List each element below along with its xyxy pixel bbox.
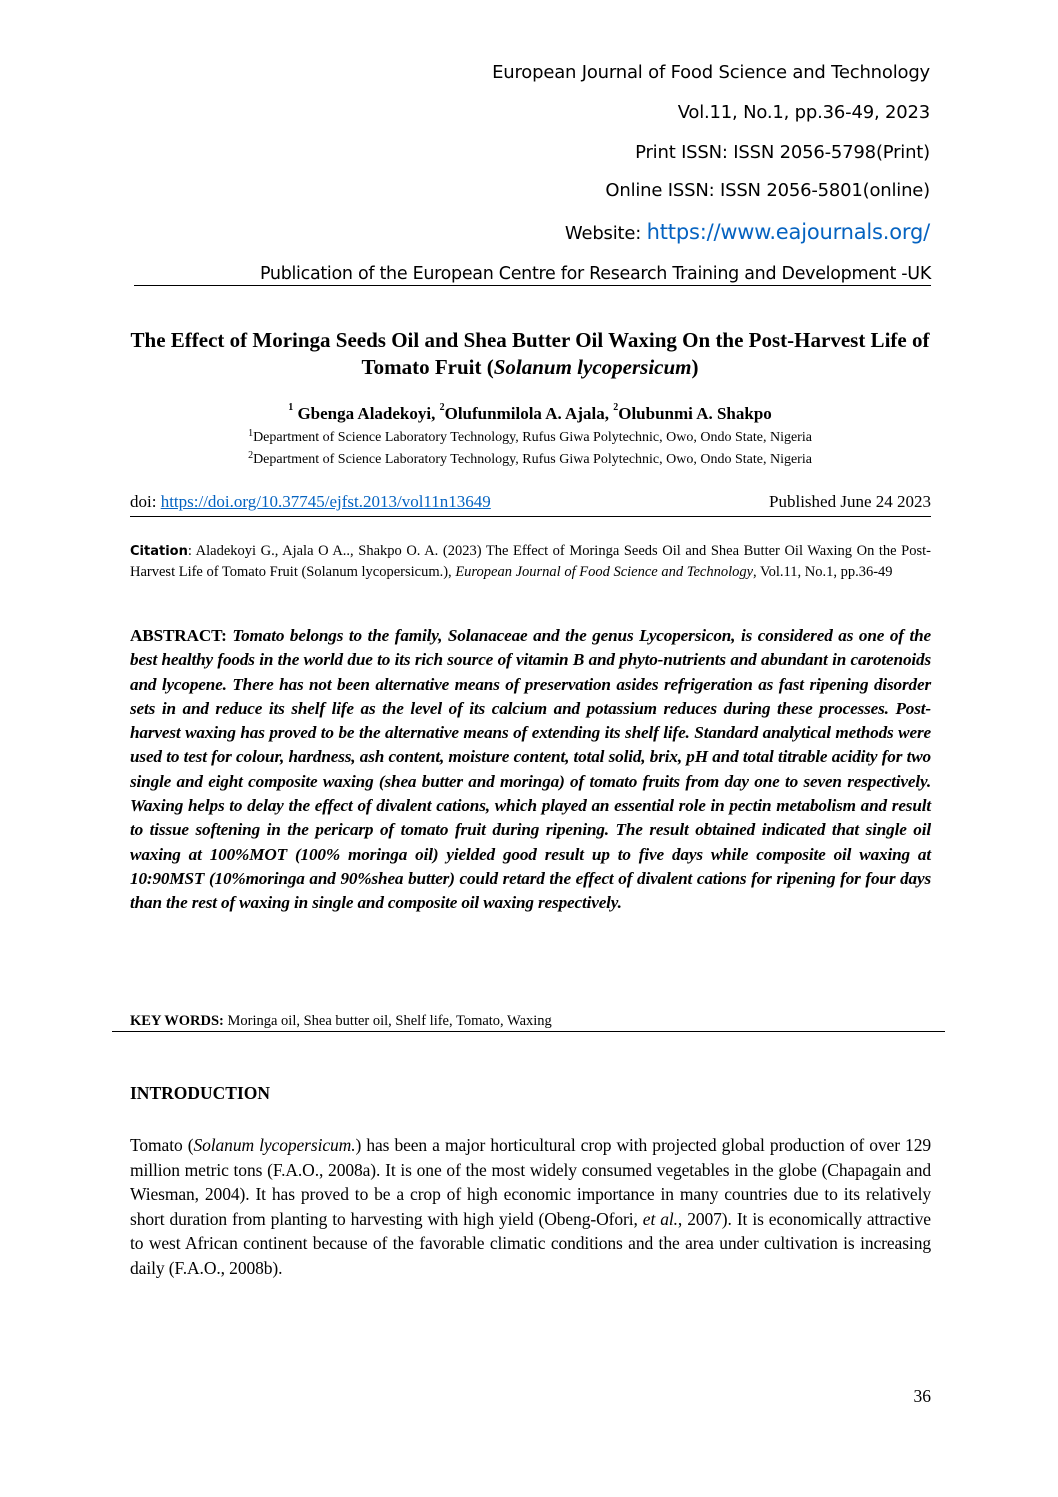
page-number: 36 (913, 1386, 931, 1406)
divider (112, 1031, 945, 1032)
section-heading: INTRODUCTION (130, 1083, 271, 1103)
website-label: Website: (564, 223, 647, 244)
journal-name: European Journal of Food Science and Technology (492, 62, 930, 83)
divider (130, 516, 931, 517)
website-link[interactable]: https://www.eajournals.org/ (646, 220, 930, 244)
author-1: Gbenga Aladekoyi, (293, 404, 440, 423)
intro-paragraph: Tomato (Solanum lycopersicum.) has been a major horticultural crop with projected global production of over 129 million metric tons (F.A.O., 2008a). It is one of the most widely consumed vegetables in the globe (Chapagain and Wiesman, 2004). It has proved to be a crop of high economic importance in many countries due to its relatively short duration from planting to harvesting with high yield (Obeng-Ofori, et al., 2007). It is economically attractive to west African continent because of the favorable climatic conditions and the area under cultivation is increasing daily (F.A.O., 2008b). (130, 1135, 931, 1278)
abstract (130, 624, 931, 916)
author-2: Olufunmilola A. Ajala, (444, 404, 614, 423)
affiliation-1: $^1$Department of Science Laboratory Technology, Rufus Giwa Polytechnic, Owo, Ondo State, Nigeria (248, 428, 812, 445)
published-date: Published June 24 2023 (769, 492, 931, 511)
author-3: Olubunmi A. Shakpo (618, 404, 772, 423)
title-species: Solanum lycopersicum (493, 355, 692, 379)
paper-title: The Effect of Moringa Seeds Oil and Shea Butter Oil Waxing On the Post-Harvest Life of Tomato Fruit (Solanum lycopersicum) (130, 328, 930, 379)
doi-label: doi: (130, 492, 161, 511)
keywords-label: KEY WORDS: (130, 1013, 224, 1029)
doi-row (130, 492, 931, 512)
citation: Citation: Aladekoyi G., Ajala O A.., Shakpo O. A. (2023) The Effect of Moringa Seeds Oil and Shea Butter Oil Waxing On the Post-Harvest Life of Tomato Fruit (Solanum lycopersicum.), European Journal of Food Science and Technology, Vol.11, No.1, pp.36-49 (130, 543, 931, 580)
author-list: $^1$ Gbenga Aladekoyi, $^2$Olufunmilola A. Ajala, $^2$Olubunmi A. Shakpo (288, 402, 772, 423)
website-line (565, 220, 930, 244)
citation-label: Citation (130, 544, 188, 559)
keywords (130, 1013, 931, 1030)
volume-info: Vol.11, No.1, pp.36-49, 2023 (677, 102, 930, 123)
doi-link[interactable]: https://doi.org/10.37745/ejfst.2013/vol11n13649 (160, 492, 491, 511)
publisher-line: Publication of the European Centre for Research Training and Development -UK (134, 264, 931, 286)
abstract-text: Tomato belongs to the family, Solanaceae and the genus Lycopersicon, is considered as one of the best healthy foods in the world due to its rich source of vitamin B and phyto-nutrients and abundant in carotenoids and lycopene. There has not been alternative means of preservation asides refrigeration as fast ripening disorder sets in and reduce its shelf life as the level of its calcium and potassium reduces during these processes. Post-harvest waxing has proved to be the alternative means of extending its shelf life. Standard analytical methods were used to test for colour, hardness, ash content, moisture content, total solid, brix, pH and total titrable acidity for two single and eight composite waxing (shea butter and moringa) of tomato fruits from day one to seven respectively. Waxing helps to delay the effect of divalent cations, which played an essential role in pectin metabolism and result to tissue softening in the pericarp of tomato fruit during ripening. The result obtained indicated that single oil waxing at 100%MOT (100% moringa oil) yielded good result up to five days while composite oil waxing at 10:90MST (10%moringa and 90%shea butter) could retard the effect of divalent cations for ripening for four days than the rest of waxing in single and composite oil waxing respectively. (130, 626, 931, 913)
abstract-label: ABSTRACT: (130, 626, 233, 645)
keywords-text: Moringa oil, Shea butter oil, Shelf life, Tomato, Waxing (223, 1013, 552, 1029)
affiliation-2: $^2$Department of Science Laboratory Technology, Rufus Giwa Polytechnic, Owo, Ondo State, Nigeria (248, 450, 812, 467)
online-issn: Online ISSN: ISSN 2056-5801(online) (605, 180, 930, 201)
print-issn: Print ISSN: ISSN 2056-5798(Print) (635, 142, 930, 163)
